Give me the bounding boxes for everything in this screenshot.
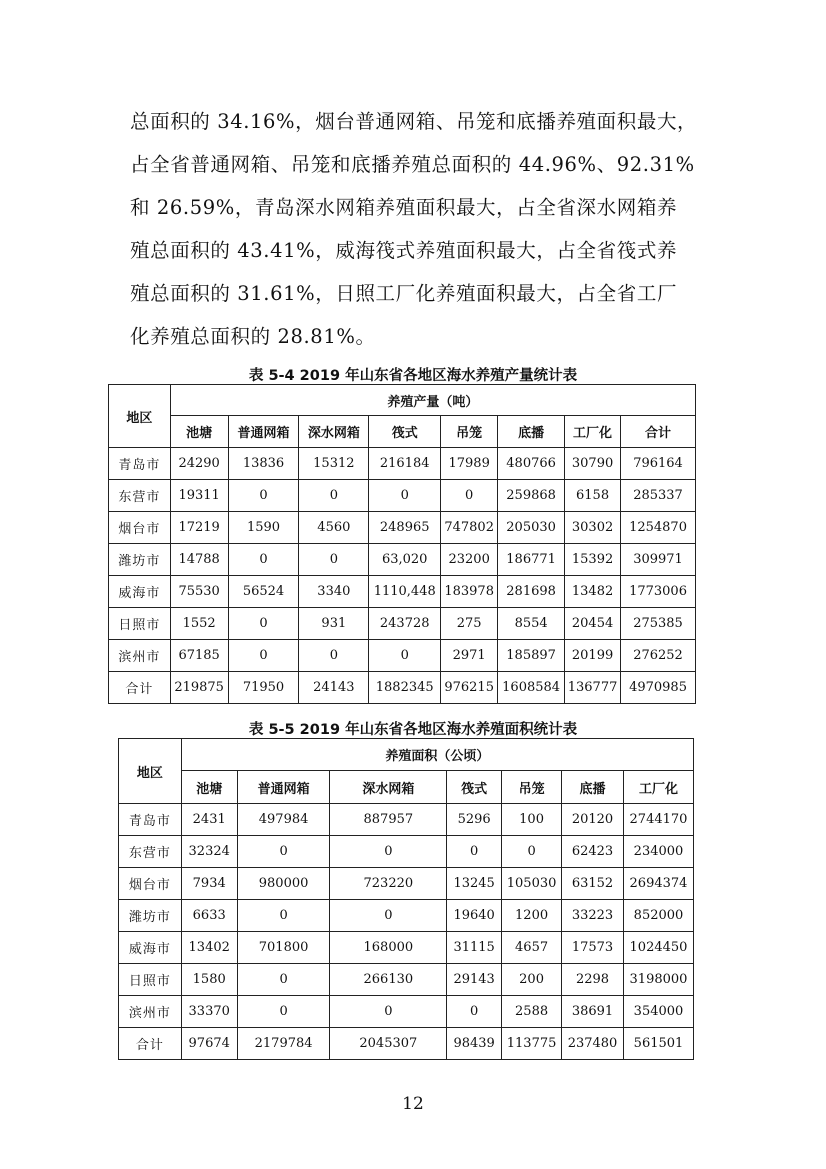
value-cell: 0 [237,900,330,932]
value-cell: 747802 [441,512,498,544]
value-cell: 17573 [562,932,624,964]
table-row [119,996,694,1028]
column-header: 普通网箱 [237,771,330,804]
value-cell: 14788 [170,544,228,576]
value-cell: 23200 [441,544,498,576]
value-cell: 30790 [565,448,621,480]
value-cell: 20199 [565,640,621,672]
value-cell: 7934 [181,868,237,900]
region-cell: 烟台市 [119,868,182,900]
value-cell: 276252 [621,640,696,672]
table-row [119,868,694,900]
table-row [109,448,696,480]
value-cell: 723220 [330,868,447,900]
paragraph-line: 化养殖总面积的 28.81%。 [130,325,376,348]
table-row [109,608,696,640]
region-cell: 威海市 [109,576,171,608]
value-cell: 56524 [228,576,299,608]
value-cell: 1254870 [621,512,696,544]
value-cell: 976215 [441,672,498,704]
value-cell: 0 [299,480,369,512]
value-cell: 3340 [299,576,369,608]
value-cell: 0 [369,480,441,512]
value-cell: 29143 [447,964,502,996]
value-cell: 1024450 [623,932,693,964]
value-cell: 2588 [502,996,562,1028]
region-cell: 日照市 [119,964,182,996]
value-cell: 1590 [228,512,299,544]
value-cell: 237480 [562,1028,624,1060]
table-row [119,932,694,964]
value-cell: 275 [441,608,498,640]
value-cell: 980000 [237,868,330,900]
value-cell: 243728 [369,608,441,640]
value-cell: 2744170 [623,804,693,836]
value-cell: 2971 [441,640,498,672]
value-cell: 63152 [562,868,624,900]
value-cell: 266130 [330,964,447,996]
column-header: 吊笼 [502,771,562,804]
value-cell: 0 [441,480,498,512]
value-cell: 0 [369,640,441,672]
value-cell: 1580 [181,964,237,996]
table-row [119,964,694,996]
value-cell: 13482 [565,576,621,608]
value-cell: 1773006 [621,576,696,608]
region-cell: 日照市 [109,608,171,640]
table2-caption: 表 5-5 2019 年山东省各地区海水养殖面积统计表 [248,722,578,738]
table-row [119,804,694,836]
value-cell: 33370 [181,996,237,1028]
paragraph-line: 总面积的 34.16%，烟台普通网箱、吊笼和底播养殖面积最大， [130,110,698,133]
body-paragraph [130,100,702,358]
value-cell: 281698 [498,576,565,608]
value-cell: 0 [228,544,299,576]
value-cell: 6633 [181,900,237,932]
column-header: 池塘 [170,416,228,448]
value-cell: 186771 [498,544,565,576]
area-table [118,738,694,1060]
value-cell: 13245 [447,868,502,900]
value-cell: 1882345 [369,672,441,704]
table-row [119,1028,694,1060]
value-cell: 285337 [621,480,696,512]
value-cell: 24143 [299,672,369,704]
value-cell: 15312 [299,448,369,480]
value-cell: 0 [237,996,330,1028]
value-cell: 259868 [498,480,565,512]
column-header: 普通网箱 [228,416,299,448]
value-cell: 248965 [369,512,441,544]
value-cell: 20454 [565,608,621,640]
value-cell: 497984 [237,804,330,836]
value-cell: 97674 [181,1028,237,1060]
column-header: 工厂化 [565,416,621,448]
value-cell: 2045307 [330,1028,447,1060]
value-cell: 19640 [447,900,502,932]
value-cell: 0 [228,640,299,672]
table-row [109,544,696,576]
value-cell: 0 [228,608,299,640]
table-row [109,672,696,704]
value-cell: 0 [299,640,369,672]
column-header: 筏式 [447,771,502,804]
value-cell: 113775 [502,1028,562,1060]
region-cell: 滨州市 [119,996,182,1028]
value-cell: 185897 [498,640,565,672]
value-cell: 63,020 [369,544,441,576]
region-cell: 合计 [109,672,171,704]
value-cell: 0 [330,900,447,932]
value-cell: 1110,448 [369,576,441,608]
value-cell: 136777 [565,672,621,704]
value-cell: 200 [502,964,562,996]
paragraph-line: 殖总面积的 31.61%，日照工厂化养殖面积最大，占全省工厂 [130,282,678,305]
table-row [109,576,696,608]
value-cell: 1608584 [498,672,565,704]
value-cell: 2179784 [237,1028,330,1060]
value-cell: 67185 [170,640,228,672]
value-cell: 931 [299,608,369,640]
value-cell: 561501 [623,1028,693,1060]
value-cell: 1200 [502,900,562,932]
value-cell: 216184 [369,448,441,480]
page-number: 12 [402,1094,424,1114]
paragraph-line: 殖总面积的 43.41%，威海筏式养殖面积最大，占全省筏式养 [130,239,678,262]
value-cell: 701800 [237,932,330,964]
value-cell: 31115 [447,932,502,964]
value-cell: 4657 [502,932,562,964]
region-cell: 合计 [119,1028,182,1060]
value-cell: 1552 [170,608,228,640]
region-cell: 潍坊市 [119,900,182,932]
value-cell: 852000 [623,900,693,932]
column-header: 工厂化 [623,771,693,804]
value-cell: 105030 [502,868,562,900]
value-cell: 275385 [621,608,696,640]
value-cell: 796164 [621,448,696,480]
paragraph-line: 占全省普通网箱、吊笼和底播养殖总面积的 44.96%、92.31% [130,153,695,176]
value-cell: 8554 [498,608,565,640]
region-header: 地区 [119,739,182,804]
value-cell: 0 [299,544,369,576]
value-cell: 234000 [623,836,693,868]
value-cell: 0 [447,836,502,868]
region-cell: 东营市 [119,836,182,868]
value-cell: 219875 [170,672,228,704]
table-row [109,512,696,544]
value-cell: 887957 [330,804,447,836]
column-header: 合计 [621,416,696,448]
value-cell: 33223 [562,900,624,932]
value-cell: 75530 [170,576,228,608]
value-cell: 17219 [170,512,228,544]
production-group-header: 养殖产量（吨） [170,385,695,416]
paragraph-line: 和 26.59%，青岛深水网箱养殖面积最大，占全省深水网箱养 [130,196,678,219]
column-header: 吊笼 [441,416,498,448]
column-header: 池塘 [181,771,237,804]
column-header: 深水网箱 [330,771,447,804]
value-cell: 0 [447,996,502,1028]
value-cell: 183978 [441,576,498,608]
region-cell: 滨州市 [109,640,171,672]
value-cell: 0 [502,836,562,868]
value-cell: 98439 [447,1028,502,1060]
region-cell: 青岛市 [109,448,171,480]
column-header: 底播 [562,771,624,804]
region-header: 地区 [109,385,171,448]
value-cell: 19311 [170,480,228,512]
value-cell: 205030 [498,512,565,544]
value-cell: 15392 [565,544,621,576]
value-cell: 168000 [330,932,447,964]
value-cell: 4970985 [621,672,696,704]
table-row [119,900,694,932]
value-cell: 0 [237,836,330,868]
region-cell: 青岛市 [119,804,182,836]
table1-caption: 表 5-4 2019 年山东省各地区海水养殖产量统计表 [248,368,578,384]
value-cell: 0 [237,964,330,996]
value-cell: 2298 [562,964,624,996]
region-cell: 烟台市 [109,512,171,544]
value-cell: 32324 [181,836,237,868]
value-cell: 2694374 [623,868,693,900]
column-header: 底播 [498,416,565,448]
value-cell: 30302 [565,512,621,544]
value-cell: 2431 [181,804,237,836]
value-cell: 5296 [447,804,502,836]
value-cell: 24290 [170,448,228,480]
value-cell: 13402 [181,932,237,964]
table-row [109,480,696,512]
area-group-header: 养殖面积（公顷） [181,739,693,771]
value-cell: 13836 [228,448,299,480]
value-cell: 0 [330,996,447,1028]
region-cell: 潍坊市 [109,544,171,576]
value-cell: 38691 [562,996,624,1028]
value-cell: 62423 [562,836,624,868]
value-cell: 100 [502,804,562,836]
value-cell: 480766 [498,448,565,480]
value-cell: 309971 [621,544,696,576]
value-cell: 6158 [565,480,621,512]
value-cell: 3198000 [623,964,693,996]
production-table [108,384,696,704]
value-cell: 17989 [441,448,498,480]
region-cell: 威海市 [119,932,182,964]
value-cell: 354000 [623,996,693,1028]
column-header: 深水网箱 [299,416,369,448]
value-cell: 4560 [299,512,369,544]
value-cell: 0 [330,836,447,868]
table-row [119,836,694,868]
region-cell: 东营市 [109,480,171,512]
value-cell: 71950 [228,672,299,704]
column-header: 筏式 [369,416,441,448]
value-cell: 20120 [562,804,624,836]
value-cell: 0 [228,480,299,512]
table-row [109,640,696,672]
